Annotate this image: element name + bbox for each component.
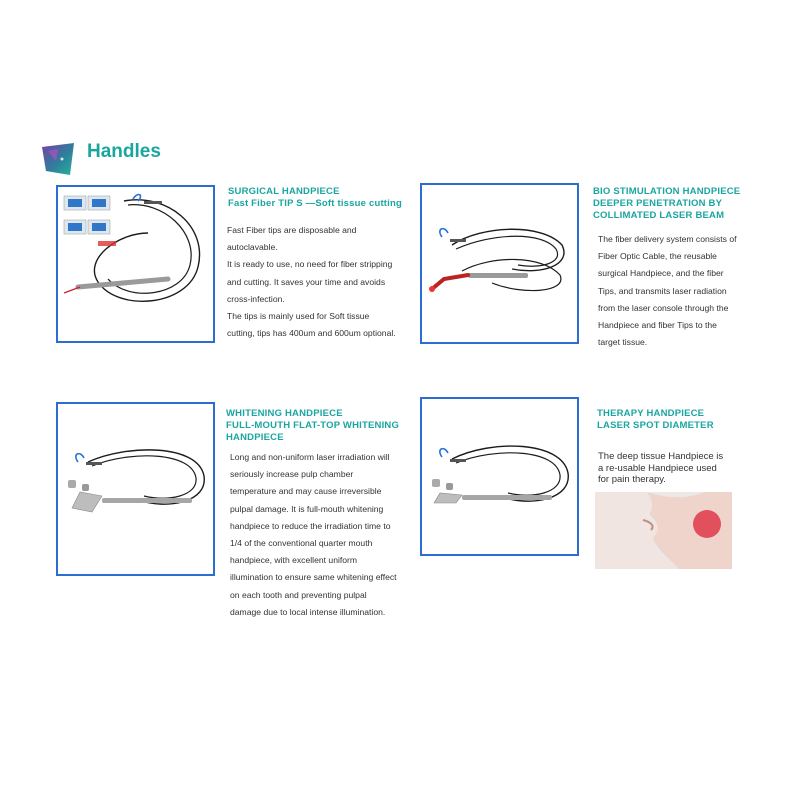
- surgical-body-line: The tips is mainly used for Soft tissue: [227, 311, 370, 322]
- whitening-handpiece-image-frame: [56, 402, 215, 576]
- whitening-body-line: handpiece to reduce the irradiation time to: [230, 520, 391, 531]
- whitening-body-line: temperature and may cause irreversible: [230, 486, 382, 497]
- whitening-body-line: Long and non-uniform laser irradiation will: [230, 452, 390, 462]
- whitening-body-line: illumination to ensure same whitening effect: [230, 572, 397, 583]
- biostimulation-body-line: Tips, and transmits laser radiation: [598, 285, 727, 296]
- whitening-body-line: handpiece, with excellent uniform: [230, 555, 358, 566]
- surgical-body-line: Fast Fiber tips are disposable and: [227, 225, 357, 235]
- therapy-heading-line-2: LASER SPOT DIAMETER: [597, 420, 714, 431]
- surgical-heading-line-2: Fast Fiber TIP S —Soft tissue cutting: [228, 198, 403, 209]
- surgical-body-line: cross-infection.: [227, 293, 285, 304]
- therapy-heading: [597, 408, 714, 432]
- biostimulation-heading-line-3: COLLIMATED LASER BEAM: [593, 210, 725, 221]
- whitening-body-text: [230, 449, 397, 621]
- surgical-body-line: cutting, tips has 400um and 600um optional.: [227, 328, 396, 339]
- surgical-handpiece-image: [58, 187, 213, 341]
- biostimulation-body-line: surgical Handpiece, and the fiber: [598, 268, 724, 279]
- therapy-body-text: [598, 451, 723, 486]
- whitening-body-line: on each tooth and preventing pulpal: [230, 589, 367, 600]
- therapy-handpiece-image-frame: [420, 397, 579, 556]
- handles-logo-icon: [40, 141, 76, 177]
- whitening-heading-line-1: WHITENING HANDPIECE: [226, 408, 343, 419]
- therapy-handpiece-image: [422, 399, 577, 554]
- biostimulation-handpiece-image-frame: [420, 183, 579, 344]
- section-header: [40, 139, 161, 179]
- biostimulation-body-line: from the laser console through the: [598, 302, 729, 313]
- biostimulation-heading-line-1: BIO STIMULATION HANDPIECE: [593, 186, 741, 197]
- therapy-body-line: The deep tissue Handpiece is: [598, 451, 724, 462]
- biostimulation-body-line: The fiber delivery system consists of: [598, 234, 737, 244]
- whitening-body-line: seriously increase pulp chamber: [230, 469, 354, 480]
- whitening-body-line: pulpal damage. It is full-mouth whitening: [230, 503, 384, 514]
- therapy-body-line: a re-usable Handpiece used: [598, 462, 717, 474]
- whitening-body-line: 1/4 of the conventional quarter mouth: [230, 538, 373, 549]
- biostimulation-heading-line-2: DEEPER PENETRATION BY: [593, 198, 723, 209]
- whitening-heading: [226, 408, 399, 444]
- section-title: Handles: [87, 141, 161, 162]
- biostimulation-body-line: Fiber Optic Cable, the reusable: [598, 251, 717, 262]
- whitening-heading-line-3: HANDPIECE: [226, 432, 284, 443]
- whitening-body-line: damage due to local intense illumination.: [230, 606, 386, 617]
- biostimulation-body-text: [598, 231, 737, 351]
- biostimulation-heading: [593, 186, 740, 222]
- laser-spot-marker: [693, 510, 721, 538]
- biostimulation-body-line: Handpiece and fiber Tips to the: [598, 320, 717, 331]
- surgical-body-line: and cutting. It saves your time and avoids: [227, 276, 386, 287]
- therapy-heading-line-1: THERAPY HANDPIECE: [597, 408, 705, 419]
- whitening-heading-line-2: FULL-MOUTH FLAT-TOP WHITENING: [226, 420, 400, 431]
- surgical-heading: [228, 186, 402, 210]
- therapy-body-line: for pain therapy.: [598, 474, 666, 485]
- surgical-body-text: [227, 222, 396, 342]
- surgical-body-line: autoclavable.: [227, 242, 278, 253]
- biostimulation-body-line: target tissue.: [598, 337, 648, 348]
- surgical-handpiece-image-frame: [56, 185, 215, 343]
- face-photo-image: [595, 492, 732, 569]
- surgical-body-line: It is ready to use, no need for fiber stripping: [227, 259, 393, 270]
- surgical-heading-line-1: SURGICAL HANDPIECE: [228, 186, 340, 197]
- whitening-handpiece-image: [58, 404, 213, 574]
- biostimulation-handpiece-image: [422, 185, 577, 342]
